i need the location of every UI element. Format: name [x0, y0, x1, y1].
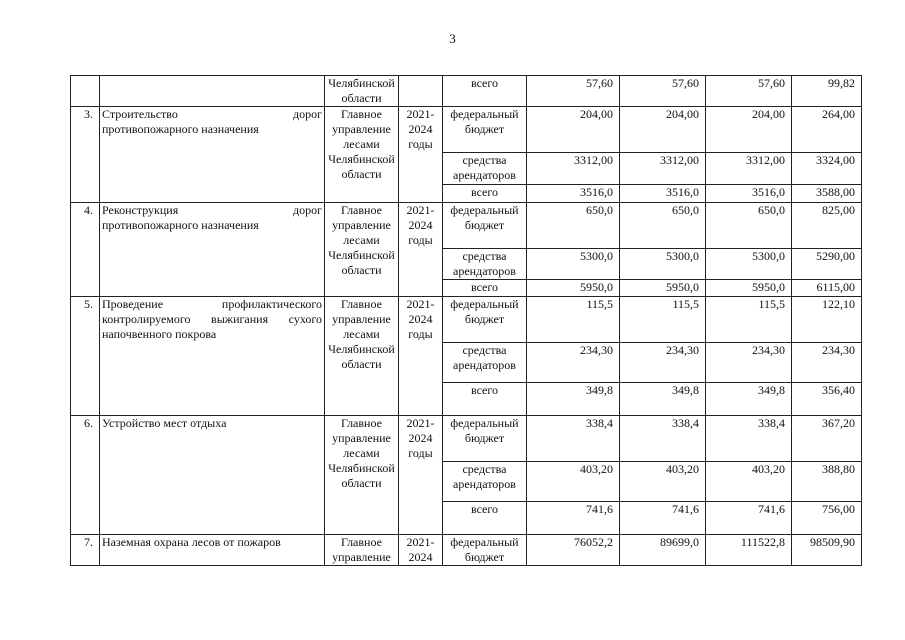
page-number: 3 — [449, 31, 456, 46]
value-2022: 338,4 — [620, 416, 706, 462]
table-row — [71, 535, 862, 566]
value-2021: 76052,2 — [527, 535, 620, 566]
executor-name: Главное управление лесами — [332, 416, 391, 460]
executor-name: Главное управление лесами — [332, 203, 391, 247]
row-number-cell: 6. — [71, 416, 100, 535]
executor-region: Челябинской области — [328, 342, 395, 371]
value-2023: 234,30 — [706, 343, 792, 383]
value-2024: 825,00 — [792, 203, 862, 249]
value-2023: 741,6 — [706, 502, 792, 535]
table-row — [71, 76, 862, 107]
value-2023: 3516,0 — [706, 185, 792, 203]
budget-table — [70, 75, 862, 566]
executor-cell: Главное управление — [325, 535, 399, 566]
executor-region: Челябинской области — [328, 248, 395, 277]
value-2024: 98509,90 — [792, 535, 862, 566]
executor-cell — [325, 107, 399, 203]
executor-cell: Челябинской области — [325, 76, 399, 107]
measure-name-line: противопожарного назначения — [102, 122, 259, 136]
source-cell: всего — [443, 185, 527, 203]
executor-name: Главное управление лесами — [332, 297, 391, 341]
measure-name-cell — [100, 107, 325, 203]
value-2023: 349,8 — [706, 383, 792, 416]
measure-name-line: противопожарного назначения — [102, 218, 259, 232]
executor-region: Челябинской области — [328, 461, 395, 490]
value-2024: 234,30 — [792, 343, 862, 383]
measure-name-cell: Наземная охрана лесов от пожаров — [100, 535, 325, 566]
value-2021: 57,60 — [527, 76, 620, 107]
value-2023: 650,0 — [706, 203, 792, 249]
value-2023: 5300,0 — [706, 249, 792, 280]
table-row — [71, 297, 862, 343]
value-2022: 650,0 — [620, 203, 706, 249]
source-cell: всего — [443, 76, 527, 107]
measure-name-cell — [100, 203, 325, 297]
value-2022: 3516,0 — [620, 185, 706, 203]
value-2024: 367,20 — [792, 416, 862, 462]
source-cell: федеральный бюджет — [443, 107, 527, 153]
value-2021: 5950,0 — [527, 280, 620, 297]
value-2021: 3312,00 — [527, 153, 620, 185]
source-cell: средства арендаторов — [443, 153, 527, 185]
measure-name-word: дорог — [292, 107, 322, 121]
executor-cell — [325, 416, 399, 535]
executor-region: Челябинской области — [328, 152, 395, 181]
years-cell — [399, 76, 443, 107]
measure-name-cell — [100, 76, 325, 107]
source-cell: федеральный бюджет — [443, 416, 527, 462]
value-2024: 3588,00 — [792, 185, 862, 203]
value-2024: 122,10 — [792, 297, 862, 343]
value-2022: 741,6 — [620, 502, 706, 535]
value-2022: 115,5 — [620, 297, 706, 343]
source-cell: всего — [443, 383, 527, 416]
source-cell: федеральный бюджет — [443, 535, 527, 566]
value-2021: 115,5 — [527, 297, 620, 343]
measure-name-cell: Устройство мест отдыха — [100, 416, 325, 535]
source-cell: средства арендаторов — [443, 343, 527, 383]
measure-name-word: Реконструкция — [102, 203, 179, 217]
table-row — [71, 416, 862, 462]
value-2021: 349,8 — [527, 383, 620, 416]
years-cell: 2021-2024 годы — [399, 297, 443, 416]
value-2023: 338,4 — [706, 416, 792, 462]
years-cell: 2021-2024 годы — [399, 416, 443, 535]
value-2024: 6115,00 — [792, 280, 862, 297]
table-row — [71, 203, 862, 249]
table-row — [71, 107, 862, 153]
value-2022: 89699,0 — [620, 535, 706, 566]
value-2022: 3312,00 — [620, 153, 706, 185]
value-2022: 204,00 — [620, 107, 706, 153]
value-2024: 356,40 — [792, 383, 862, 416]
value-2022: 234,30 — [620, 343, 706, 383]
measure-name-cell: Проведение профилактического контролируемого выжигания сухого напочвенного покрова — [100, 297, 325, 416]
value-2023: 5950,0 — [706, 280, 792, 297]
value-2021: 403,20 — [527, 462, 620, 502]
source-cell: всего — [443, 502, 527, 535]
value-2021: 741,6 — [527, 502, 620, 535]
measure-name-word: дорог — [292, 203, 322, 217]
measure-name-word: Строительство — [102, 107, 178, 121]
value-2023: 403,20 — [706, 462, 792, 502]
value-2024: 756,00 — [792, 502, 862, 535]
years-cell: 2021-2024 годы — [399, 107, 443, 203]
value-2023: 204,00 — [706, 107, 792, 153]
years-cell: 2021-2024 — [399, 535, 443, 566]
value-2022: 5300,0 — [620, 249, 706, 280]
value-2022: 57,60 — [620, 76, 706, 107]
value-2024: 5290,00 — [792, 249, 862, 280]
executor-cell — [325, 203, 399, 297]
executor-cell — [325, 297, 399, 416]
value-2023: 57,60 — [706, 76, 792, 107]
value-2021: 204,00 — [527, 107, 620, 153]
value-2024: 99,82 — [792, 76, 862, 107]
value-2023: 111522,8 — [706, 535, 792, 566]
value-2021: 5300,0 — [527, 249, 620, 280]
value-2021: 338,4 — [527, 416, 620, 462]
value-2022: 403,20 — [620, 462, 706, 502]
row-number-cell: 7. — [71, 535, 100, 566]
executor-name: Главное управление лесами — [332, 107, 391, 151]
value-2024: 264,00 — [792, 107, 862, 153]
source-cell: федеральный бюджет — [443, 203, 527, 249]
source-cell: средства арендаторов — [443, 462, 527, 502]
source-cell: федеральный бюджет — [443, 297, 527, 343]
source-cell: всего — [443, 280, 527, 297]
row-number-cell: 3. — [71, 107, 100, 203]
value-2021: 234,30 — [527, 343, 620, 383]
source-cell: средства арендаторов — [443, 249, 527, 280]
value-2023: 3312,00 — [706, 153, 792, 185]
row-number-cell: 4. — [71, 203, 100, 297]
value-2022: 349,8 — [620, 383, 706, 416]
value-2022: 5950,0 — [620, 280, 706, 297]
value-2021: 3516,0 — [527, 185, 620, 203]
years-cell: 2021-2024 годы — [399, 203, 443, 297]
value-2024: 3324,00 — [792, 153, 862, 185]
value-2024: 388,80 — [792, 462, 862, 502]
value-2023: 115,5 — [706, 297, 792, 343]
row-number-cell: 5. — [71, 297, 100, 416]
row-number-cell — [71, 76, 100, 107]
value-2021: 650,0 — [527, 203, 620, 249]
